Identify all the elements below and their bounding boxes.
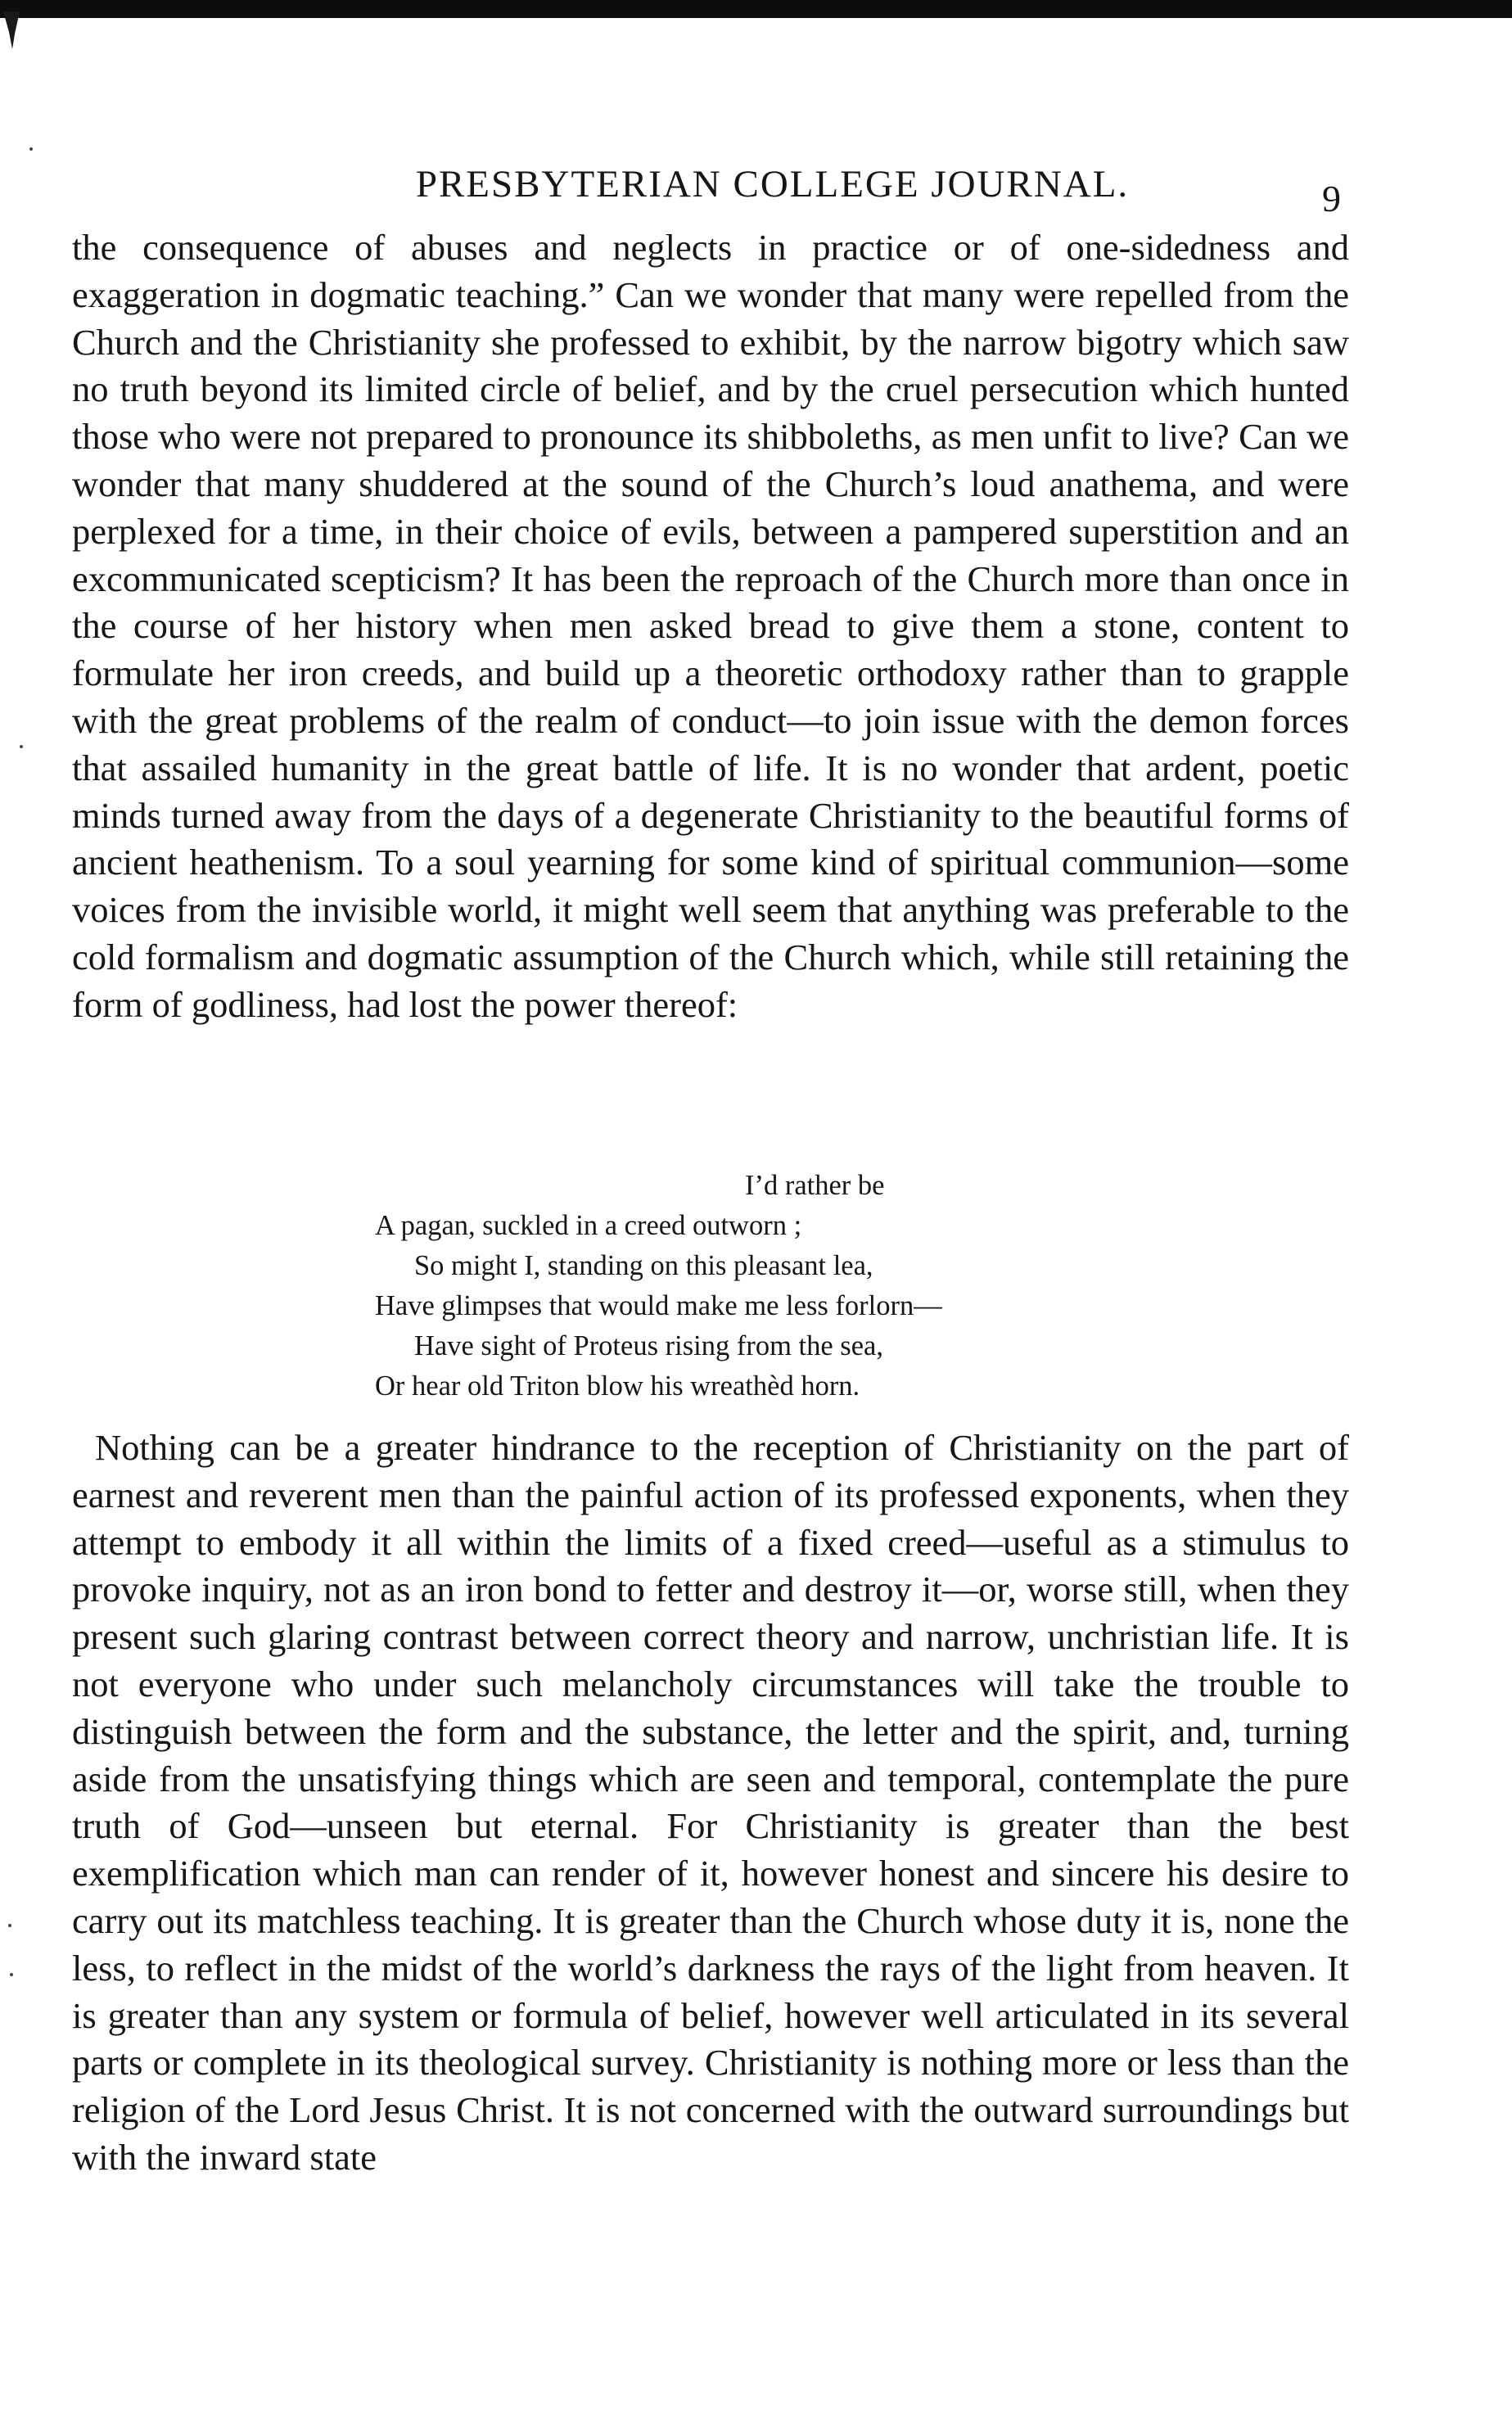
verse-line: Have sight of Proteus rising from the sea, bbox=[414, 1330, 883, 1361]
body-paragraph: Nothing can be a greater hindrance to the reception of Christianity on the part of earnest and reverent men than the painful action of its professed exponents, when they attempt to embody it all within the limits of a fixed creed—useful as a stimulus to provoke inquiry, not as an iron bond to fetter and destroy it—or, worse still, when they present such glaring contrast between correct theory and narrow, unchristian life. It is not everyone who under such melancholy circumstances will take the trouble to distinguish between the form and the substance, the letter and the spirit, and, turning aside from the unsatisfying things which are seen and temporal, contemplate the pure truth of God—unseen but eternal. For Christianity is greater than the best exemplification which man can render of it, however honest and sincere his desire to carry out its matchless teaching. It is greater than the Church whose duty it is, none the less, to reflect in the midst of the world’s darkness the rays of the light from heaven. It is greater than any system or formula of belief, however well articulated in its several parts or complete in its theological survey. Christianity is nothing more or less than the religion of the Lord Jesus Christ. It is not concerned with the outward surroundings but with the inward state bbox=[72, 1427, 1349, 2178]
verse-line: A pagan, suckled in a creed outworn ; bbox=[375, 1210, 802, 1241]
body-paragraph: the consequence of abuses and neglects in practice or of one-sidedness and exaggeration in dogmatic teaching.” Can we wonder that many were repelled from the Church and the Christianity she professed to exhibit, by the narrow bigotry which saw no truth beyond its limited circle of belief, and by the cruel persecution which hunted those who were not prepared to pronounce its shibboleths, as men unfit to live? Can we wonder that many shuddered at the sound of the Church’s loud anathema, and were perplexed for a time, in their choice of evils, between a pampered superstition and an excommunicated scepticism? It has been the reproach of the Church more than once in the course of her history when men asked bread to give them a stone, content to formulate her iron creeds, and build up a theoretic orthodoxy rather than to grapple with the great problems of the realm of conduct—to join issue with the demon forces that assailed humanity in the great battle of life. It is no wonder that ardent, poetic minds turned away from the days of a degenerate Christianity to the beautiful forms of ancient heathenism. To a soul yearning for some kind of spiritual communion—some voices from the invisible world, it might well seem that anything was preferable to the cold formalism and dogmatic assumption of the Church which, while still retaining the form of godliness, had lost the power thereof: bbox=[72, 227, 1349, 1025]
verse-line: I’d rather be bbox=[745, 1170, 885, 1201]
running-head: PRESBYTERIAN COLLEGE JOURNAL. bbox=[415, 163, 1130, 205]
verse-line: So might I, standing on this pleasant lea, bbox=[414, 1250, 873, 1281]
verse-line: Or hear old Triton blow his wreathèd horn. bbox=[375, 1370, 860, 1402]
page-number: 9 bbox=[1322, 178, 1341, 219]
poem-quotation bbox=[375, 1166, 1112, 1406]
verse-line: Have glimpses that would make me less forlorn— bbox=[375, 1290, 942, 1321]
